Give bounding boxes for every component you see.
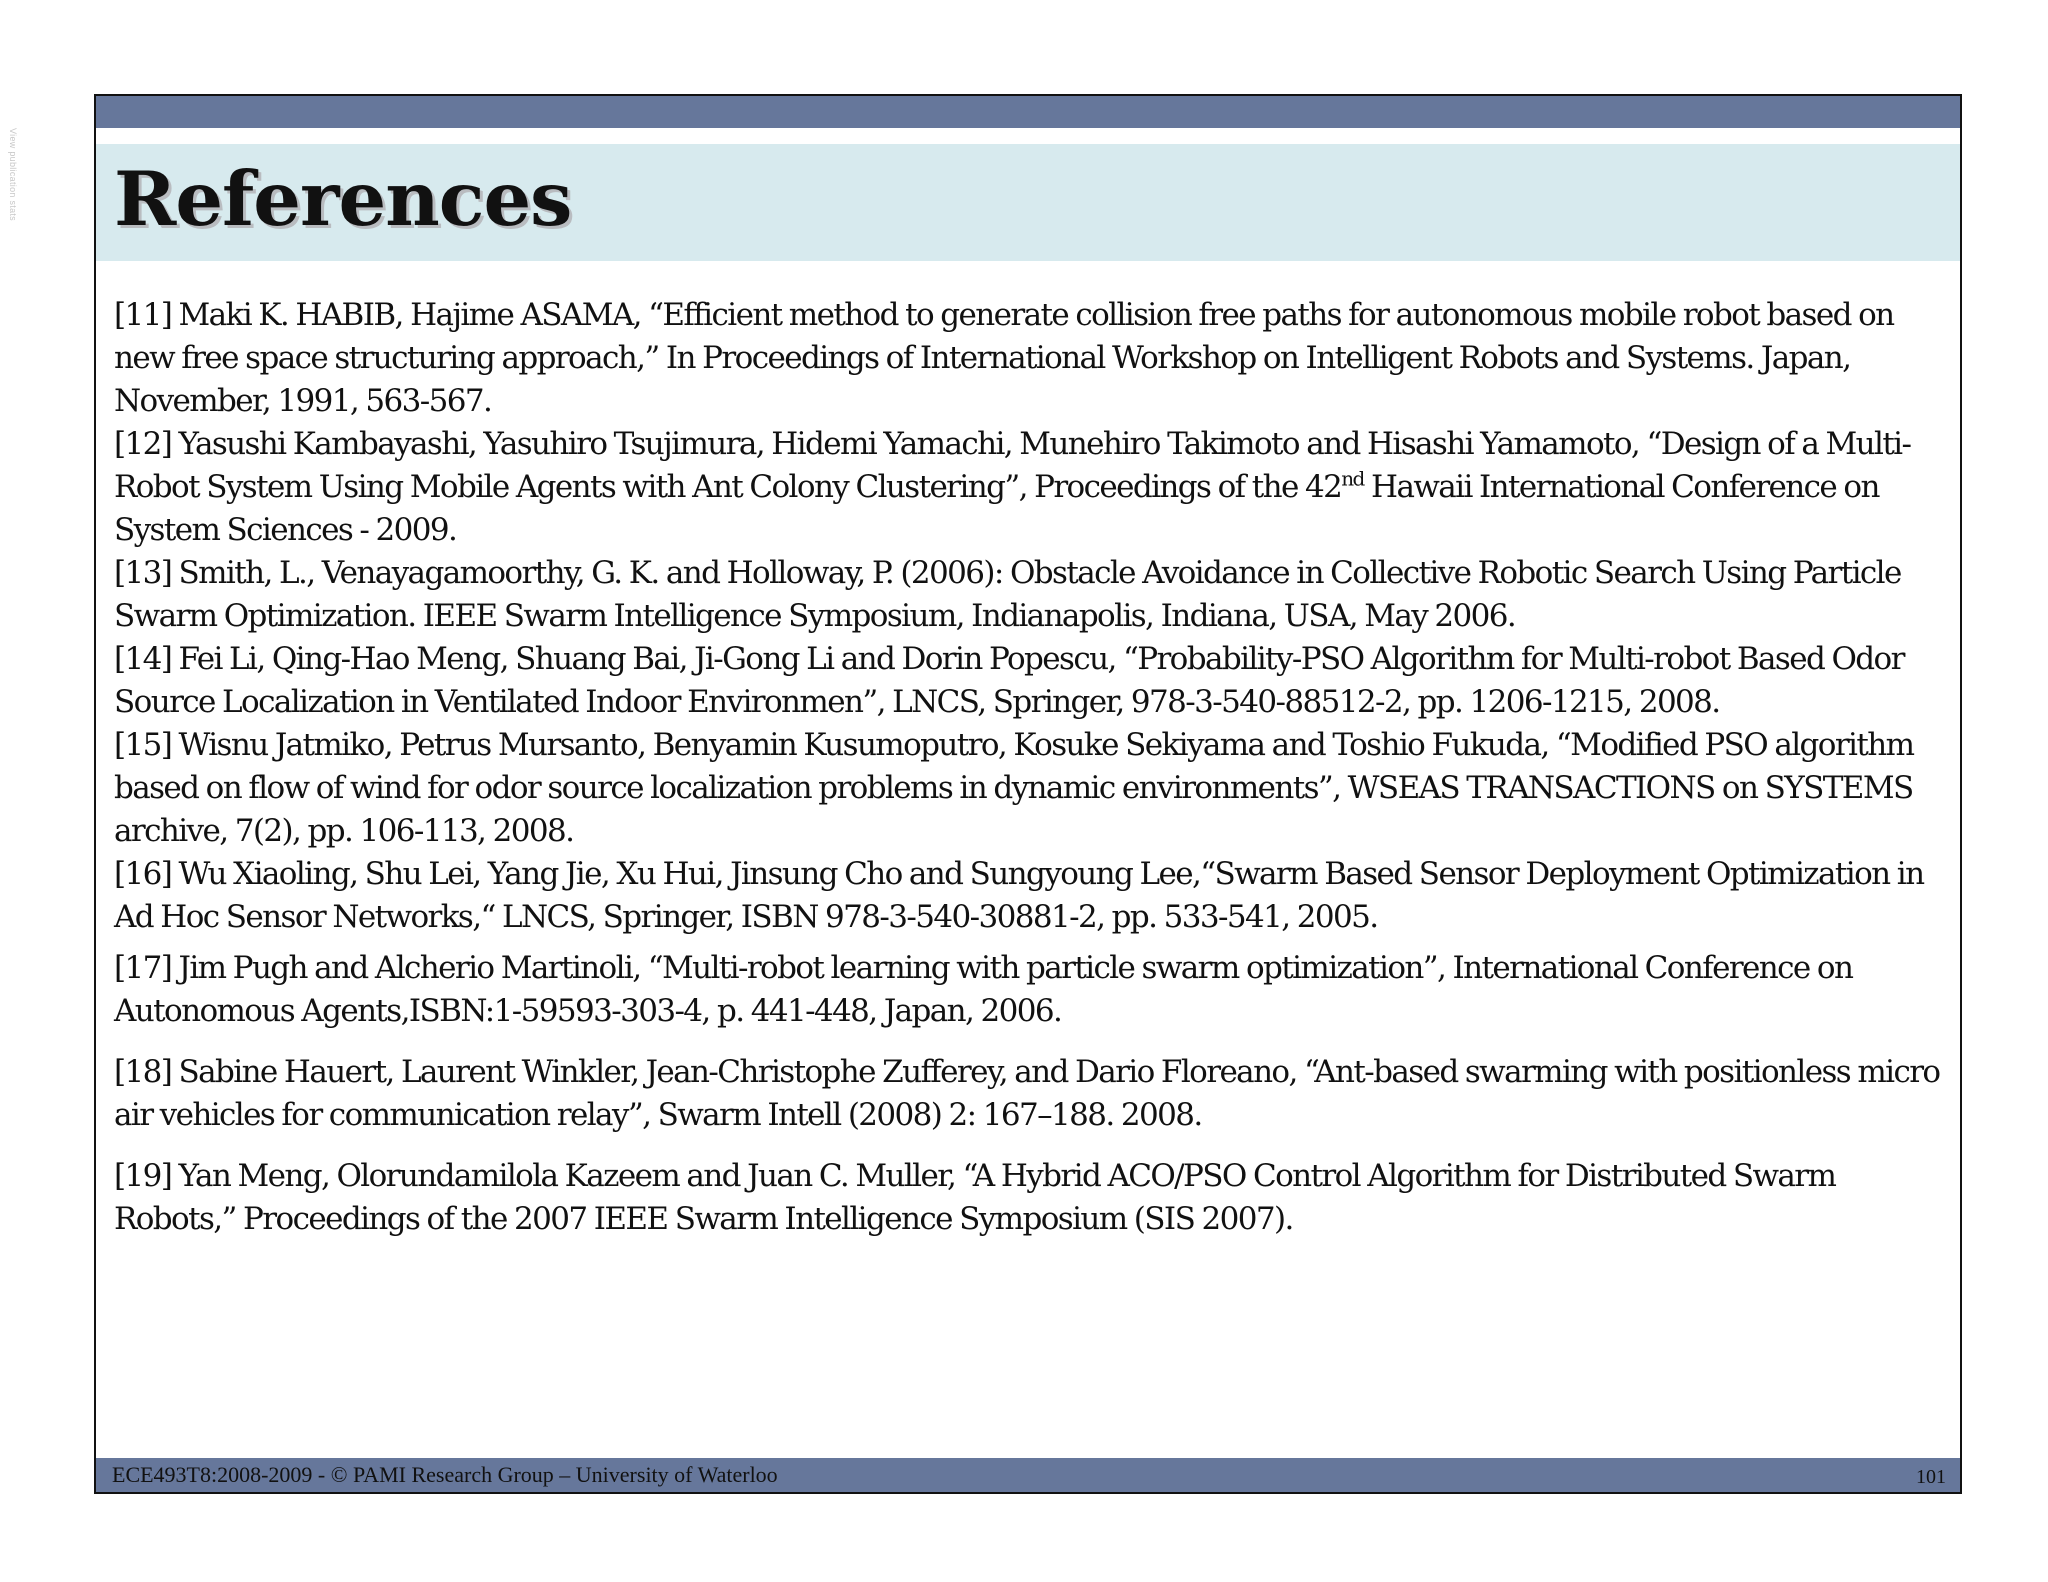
reference-item — [114, 423, 1954, 552]
reference-item: [18] Sabine Hauert, Laurent Winkler, Jean-Christophe Zufferey, and Dario Floreano, “Ant-based swarming with positionless micro air vehicles for communication relay”, Swarm Intell (2008) 2: 167–188. 2008. — [114, 1054, 1940, 1133]
reference-text: [12] Yasushi Kambayashi, Yasuhiro Tsujimura, Hidemi Yamachi, Munehiro Takimoto and Hisashi Yamamoto, “Design of a Multi-Robot System Using Mobile Agents with Ant Colony Clustering”, Proceedings of the 42 — [114, 426, 1911, 505]
ordinal-superscript: nd — [1341, 466, 1364, 491]
reference-item: [19] Yan Meng, Olorundamilola Kazeem and Juan C. Muller, “A Hybrid ACO/PSO Control Algorithm for Distributed Swarm Robots,” Proceedings of the 2007 IEEE Swarm Intelligence Symposium (SIS 2007). — [114, 1158, 1836, 1237]
footer-bar — [96, 1458, 1960, 1492]
top-bar — [96, 96, 1960, 128]
reference-item: [11] Maki K. HABIB, Hajime ASAMA, “Efficient method to generate collision free paths for autonomous mobile robot based on new free space structuring approach,” In Proceedings of International Workshop on Intelligent Robots and Systems. Japan, November, 1991, 563-567. — [114, 297, 1894, 419]
footer-text: ECE493T8:2008-2009 - © PAMI Research Group – University of Waterloo — [112, 1462, 778, 1487]
page-number: 101 — [1916, 1466, 1946, 1488]
slide-title: References — [114, 155, 572, 243]
title-band — [96, 144, 1960, 261]
reference-item: [16] Wu Xiaoling, Shu Lei, Yang Jie, Xu Hui, Jinsung Cho and Sungyoung Lee,“Swarm Based Sensor Deployment Optimization in Ad Hoc Sensor Networks,“ LNCS, Springer, ISBN 978-3-540-30881-2, pp. 533-541, 2005. — [114, 856, 1924, 935]
reference-item: [14] Fei Li, Qing-Hao Meng, Shuang Bai, Ji-Gong Li and Dorin Popescu, “Probability-PSO Algorithm for Multi-robot Based Odor Source Localization in Ventilated Indoor Environmen”, LNCS, Springer, 978-3-540-88512-2, pp. 1206-1215, 2008. — [114, 641, 1904, 720]
reference-list — [114, 294, 1954, 1241]
reference-item: [15] Wisnu Jatmiko, Petrus Mursanto, Benyamin Kusumoputro, Kosuke Sekiyama and Toshio Fukuda, “Modified PSO algorithm based on flow of wind for odor source localization problems in dynamic environments”, WSEAS TRANSACTIONS on SYSTEMS archive, 7(2), pp. 106-113, 2008. — [114, 727, 1914, 849]
reference-item: [13] Smith, L., Venayagamoorthy, G. K. and Holloway, P. (2006): Obstacle Avoidance in Collective Robotic Search Using Particle Swarm Optimization. IEEE Swarm Intelligence Symposium, Indianapolis, Indiana, USA, May 2006. — [114, 555, 1901, 634]
reference-text-continued: Hawaii International Conference on System Sciences - 2009. — [114, 469, 1879, 548]
slide — [94, 94, 1962, 1494]
reference-item: [17] Jim Pugh and Alcherio Martinoli, “Multi-robot learning with particle swarm optimization”, International Conference on Autonomous Agents,ISBN:1-59593-303-4, p. 441-448, Japan, 2006. — [114, 950, 1853, 1029]
view-publication-stats-note: View publication stats — [8, 128, 18, 221]
